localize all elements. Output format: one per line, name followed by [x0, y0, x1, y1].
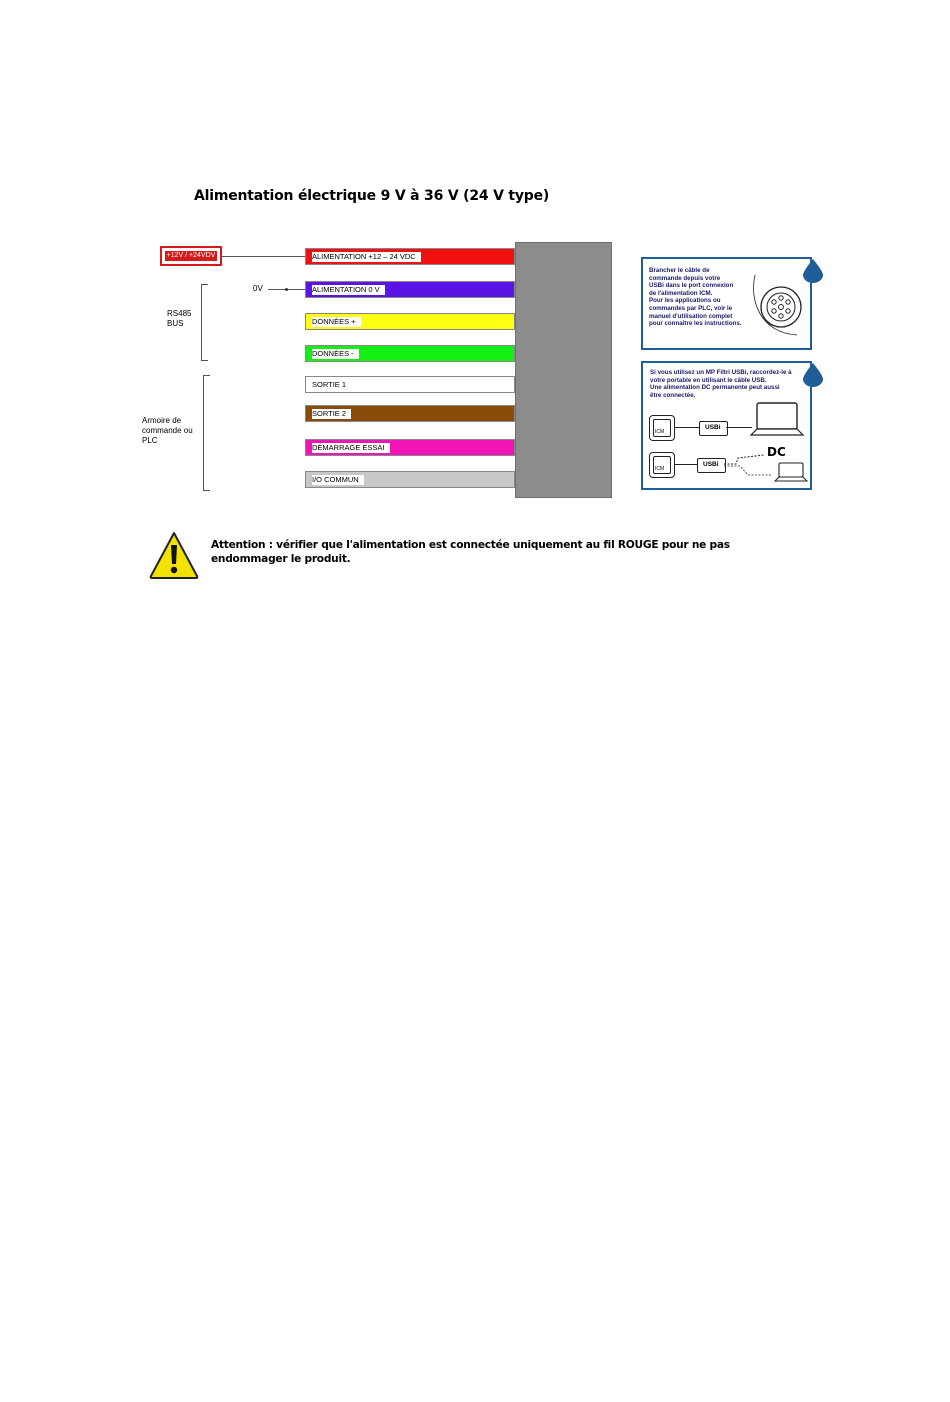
wire-2	[305, 281, 515, 298]
instruction-panel-1	[641, 257, 812, 350]
armoire-bracket	[203, 375, 210, 491]
wire-label: ALIMENTATION 0 V	[312, 285, 385, 295]
armoire-label: Armoire de commande ou PLC	[142, 416, 193, 445]
wire-1	[305, 248, 515, 265]
dc-label: DC	[767, 445, 786, 459]
connector-icon	[747, 271, 807, 339]
usbi-label-2: USBi	[703, 461, 719, 468]
cable-body	[515, 242, 612, 498]
zero-v-label: 0V	[253, 284, 263, 293]
panel2-text: Si vous utilisez un MP Filtri USBi, raccordez-le à votre portable en utilisant le câble USB. Une alimentation DC permanente peut aussi être connectée.	[650, 369, 792, 399]
cable-line-1	[675, 427, 699, 428]
laptop-icon-2	[773, 461, 809, 483]
wire-6	[305, 405, 515, 422]
panel1-text: Brancher le câble de commande depuis votre USBi dans le port connexion de l'alimentation ICM. Pour les applications ou commandes par PLC, voir le manuel d'utilisation complet pour connaître les instructions.	[649, 267, 742, 328]
wire-4	[305, 345, 515, 362]
zero-v-dot	[285, 288, 288, 291]
wire-label: DONNÉES +	[312, 317, 361, 327]
icm-label-1: ICM	[655, 429, 665, 435]
rs485-label: RS485 BUS	[167, 309, 192, 328]
drop-icon-2	[803, 363, 823, 387]
wire-label: SORTIE 1	[312, 380, 351, 390]
icm-device-2	[649, 452, 675, 478]
wire-3	[305, 313, 515, 330]
usbi-label-1: USBi	[705, 424, 721, 431]
voltage-tag	[160, 246, 222, 266]
usbi-device-1	[699, 421, 728, 436]
wire-8	[305, 471, 515, 488]
page-title: Alimentation électrique 9 V à 36 V (24 V type)	[194, 188, 550, 204]
icm-device-1	[649, 415, 675, 441]
usbi-device-2	[697, 458, 726, 473]
voltage-connector-line	[222, 256, 305, 257]
instruction-panel-2	[641, 361, 812, 490]
wire-label: ALIMENTATION +12 – 24 VDC	[312, 252, 421, 262]
wire-label: SORTIE 2	[312, 409, 351, 419]
warning-icon	[148, 530, 200, 580]
drop-icon	[803, 259, 823, 283]
wire-label: DONNÉES -	[312, 349, 359, 359]
wire-label: DÉMARRAGE ESSAI	[312, 443, 390, 453]
wire-5	[305, 376, 515, 393]
rs485-bracket	[201, 284, 208, 361]
warning-text: Attention : vérifier que l'alimentation est connectée uniquement au fil ROUGE pour ne pas endommager le produit.	[211, 539, 730, 565]
laptop-icon-1	[749, 401, 805, 437]
cable-line-3	[675, 464, 697, 465]
wire-7	[305, 439, 515, 456]
wire-label: I/O COMMUN	[312, 475, 364, 485]
icm-label-2: ICM	[655, 466, 665, 472]
voltage-tag-label: +12V / +24VDV	[166, 252, 216, 259]
